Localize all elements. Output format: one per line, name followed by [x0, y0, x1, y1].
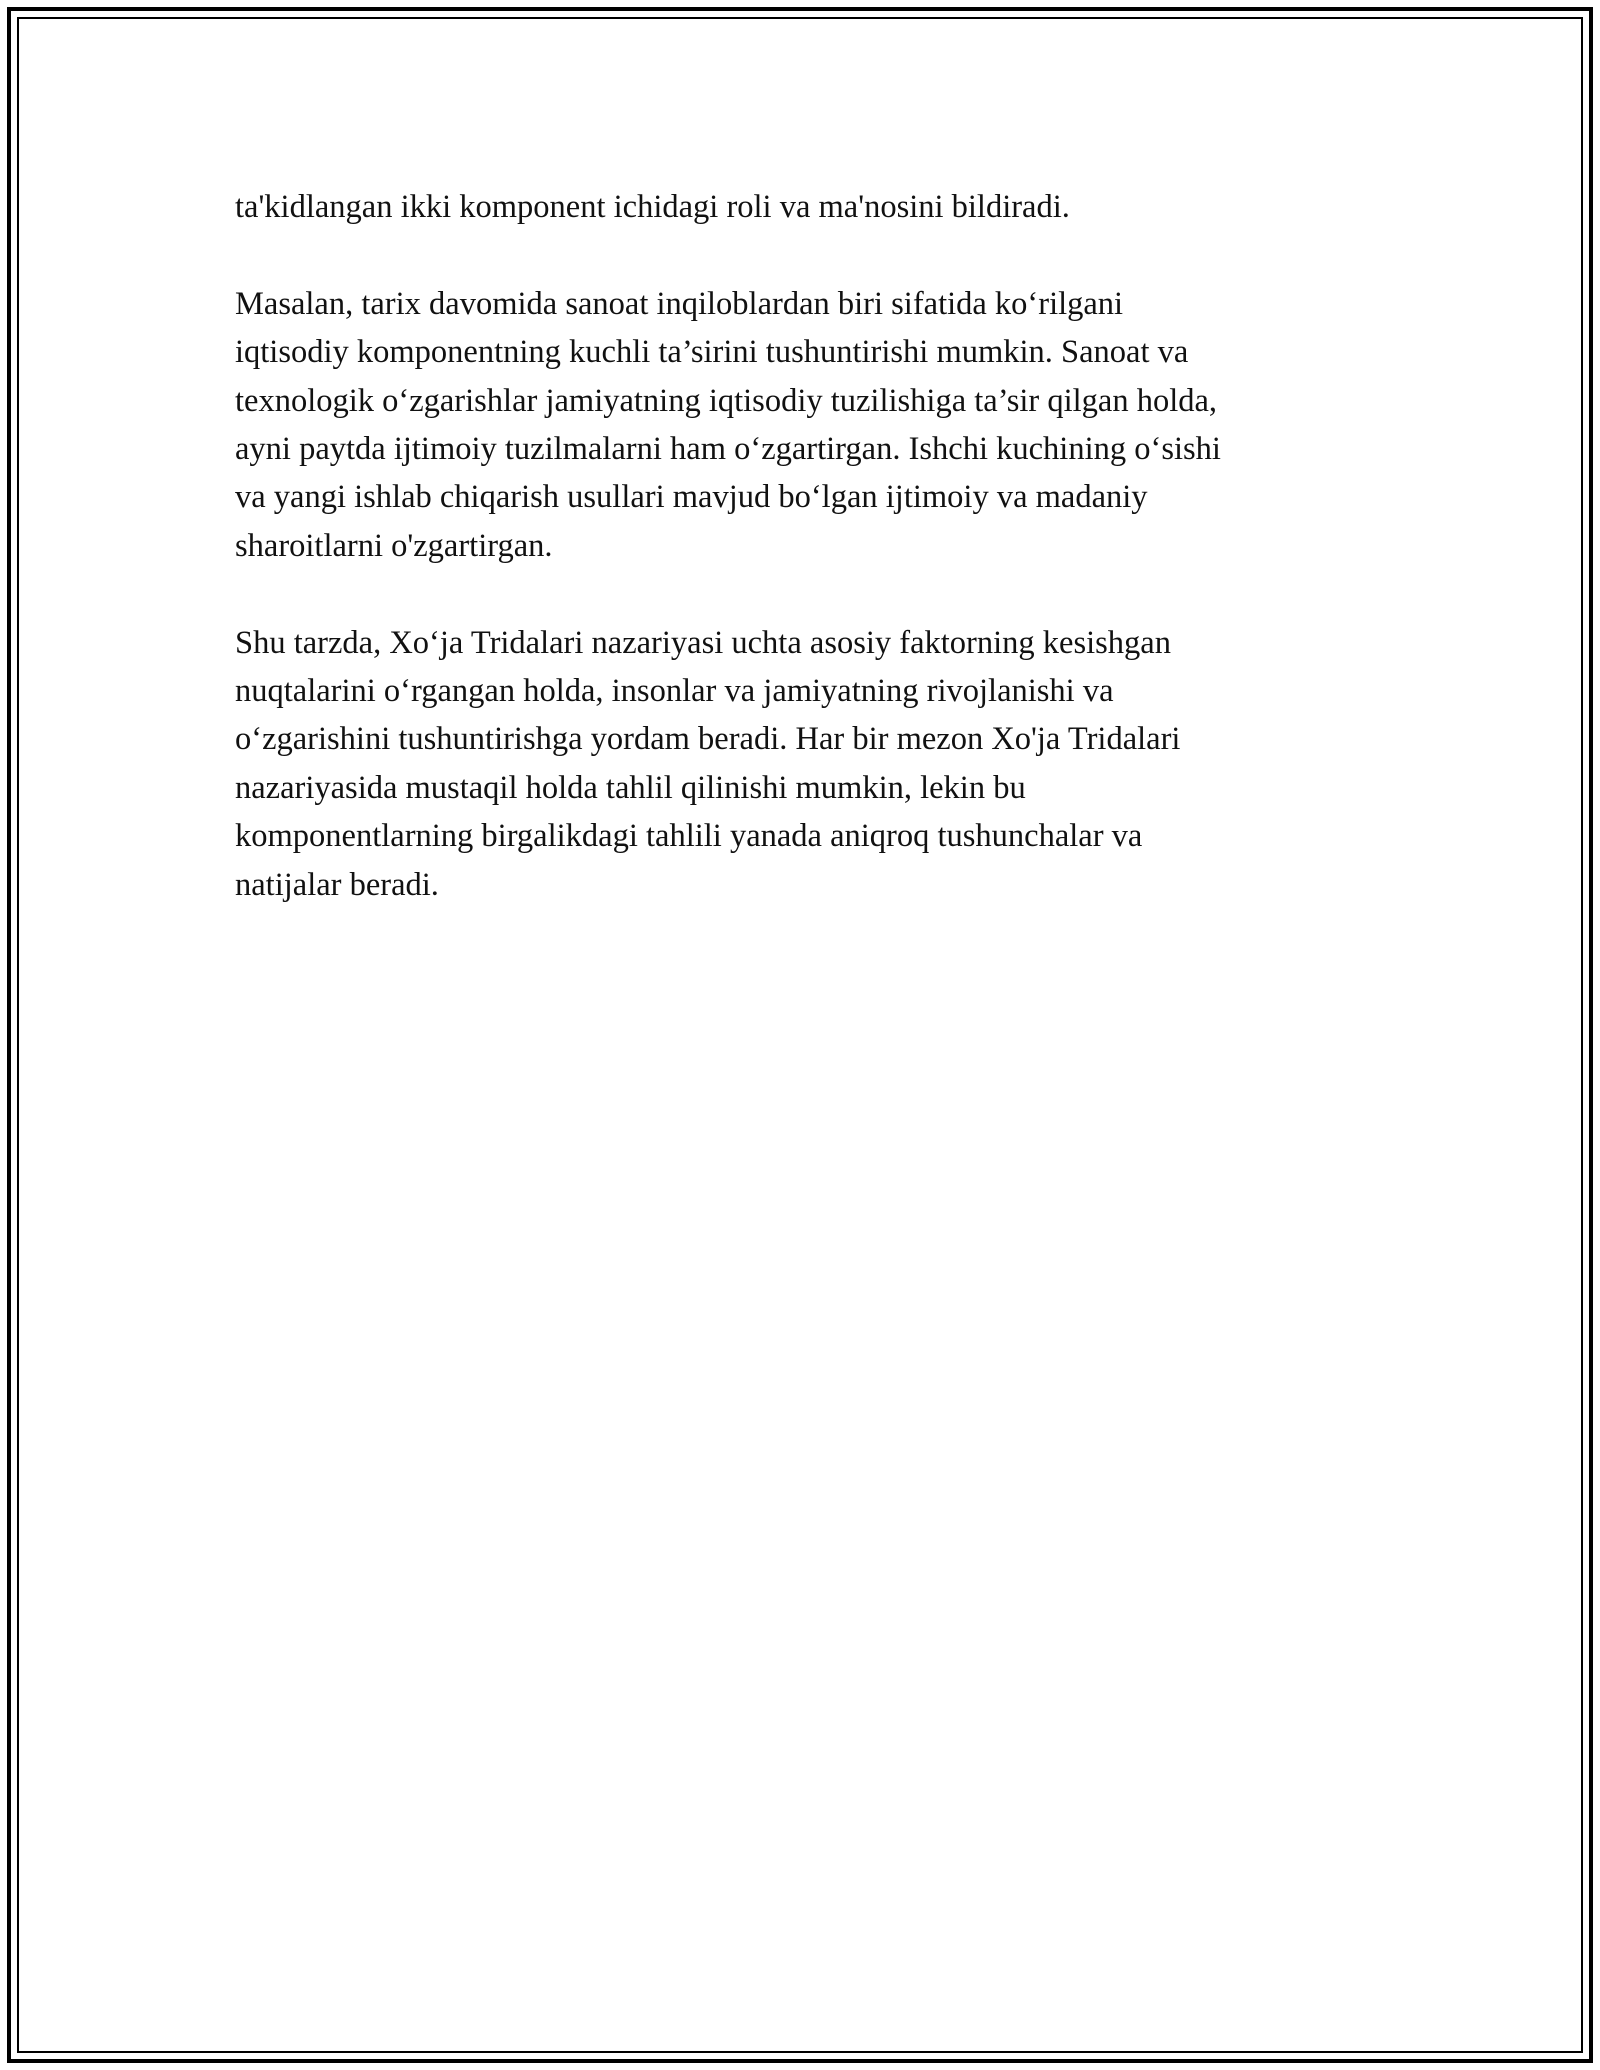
- text-line: natijalar beradi.: [235, 866, 439, 903]
- paragraph-1: [235, 183, 1405, 231]
- text-line: Masalan, tarix davomida sanoat inqiloblardan biri sifatida ko‘rilgani: [235, 285, 1124, 322]
- text-line: ayni paytda ijtimoiy tuzilmalarni ham o‘zgartirgan. Ishchi kuchining o‘sishi: [235, 431, 1221, 468]
- text-line: texnologik o‘zgarishlar jamiyatning iqtisodiy tuzilishiga ta’sir qilgan holda,: [235, 382, 1218, 419]
- text-line: sharoitlarni o'zgartirgan.: [235, 527, 553, 564]
- document-body: [235, 183, 1405, 957]
- text-line: ta'kidlangan ikki komponent ichidagi roli va ma'nosini bildiradi.: [235, 189, 1070, 225]
- text-line: Shu tarzda, Xo‘ja Tridalari nazariyasi uchta asosiy faktorning kesishgan: [235, 624, 1171, 661]
- text-line: o‘zgarishini tushuntirishga yordam beradi. Har bir mezon Xo'ja Tridalari: [235, 721, 1181, 758]
- text-line: va yangi ishlab chiqarish usullari mavjud bo‘lgan ijtimoiy va madaniy: [235, 479, 1148, 516]
- paragraph-3: [235, 619, 1405, 909]
- text-line: nuqtalarini o‘rgangan holda, insonlar va jamiyatning rivojlanishi va: [235, 673, 1114, 710]
- text-line: nazariyasida mustaqil holda tahlil qilinishi mumkin, lekin bu: [235, 769, 1026, 806]
- text-line: iqtisodiy komponentning kuchli ta’sirini tushuntirishi mumkin. Sanoat va: [235, 334, 1189, 371]
- paragraph-2: [235, 280, 1405, 570]
- text-line: komponentlarning birgalikdagi tahlili yanada aniqroq tushunchalar va: [235, 818, 1143, 855]
